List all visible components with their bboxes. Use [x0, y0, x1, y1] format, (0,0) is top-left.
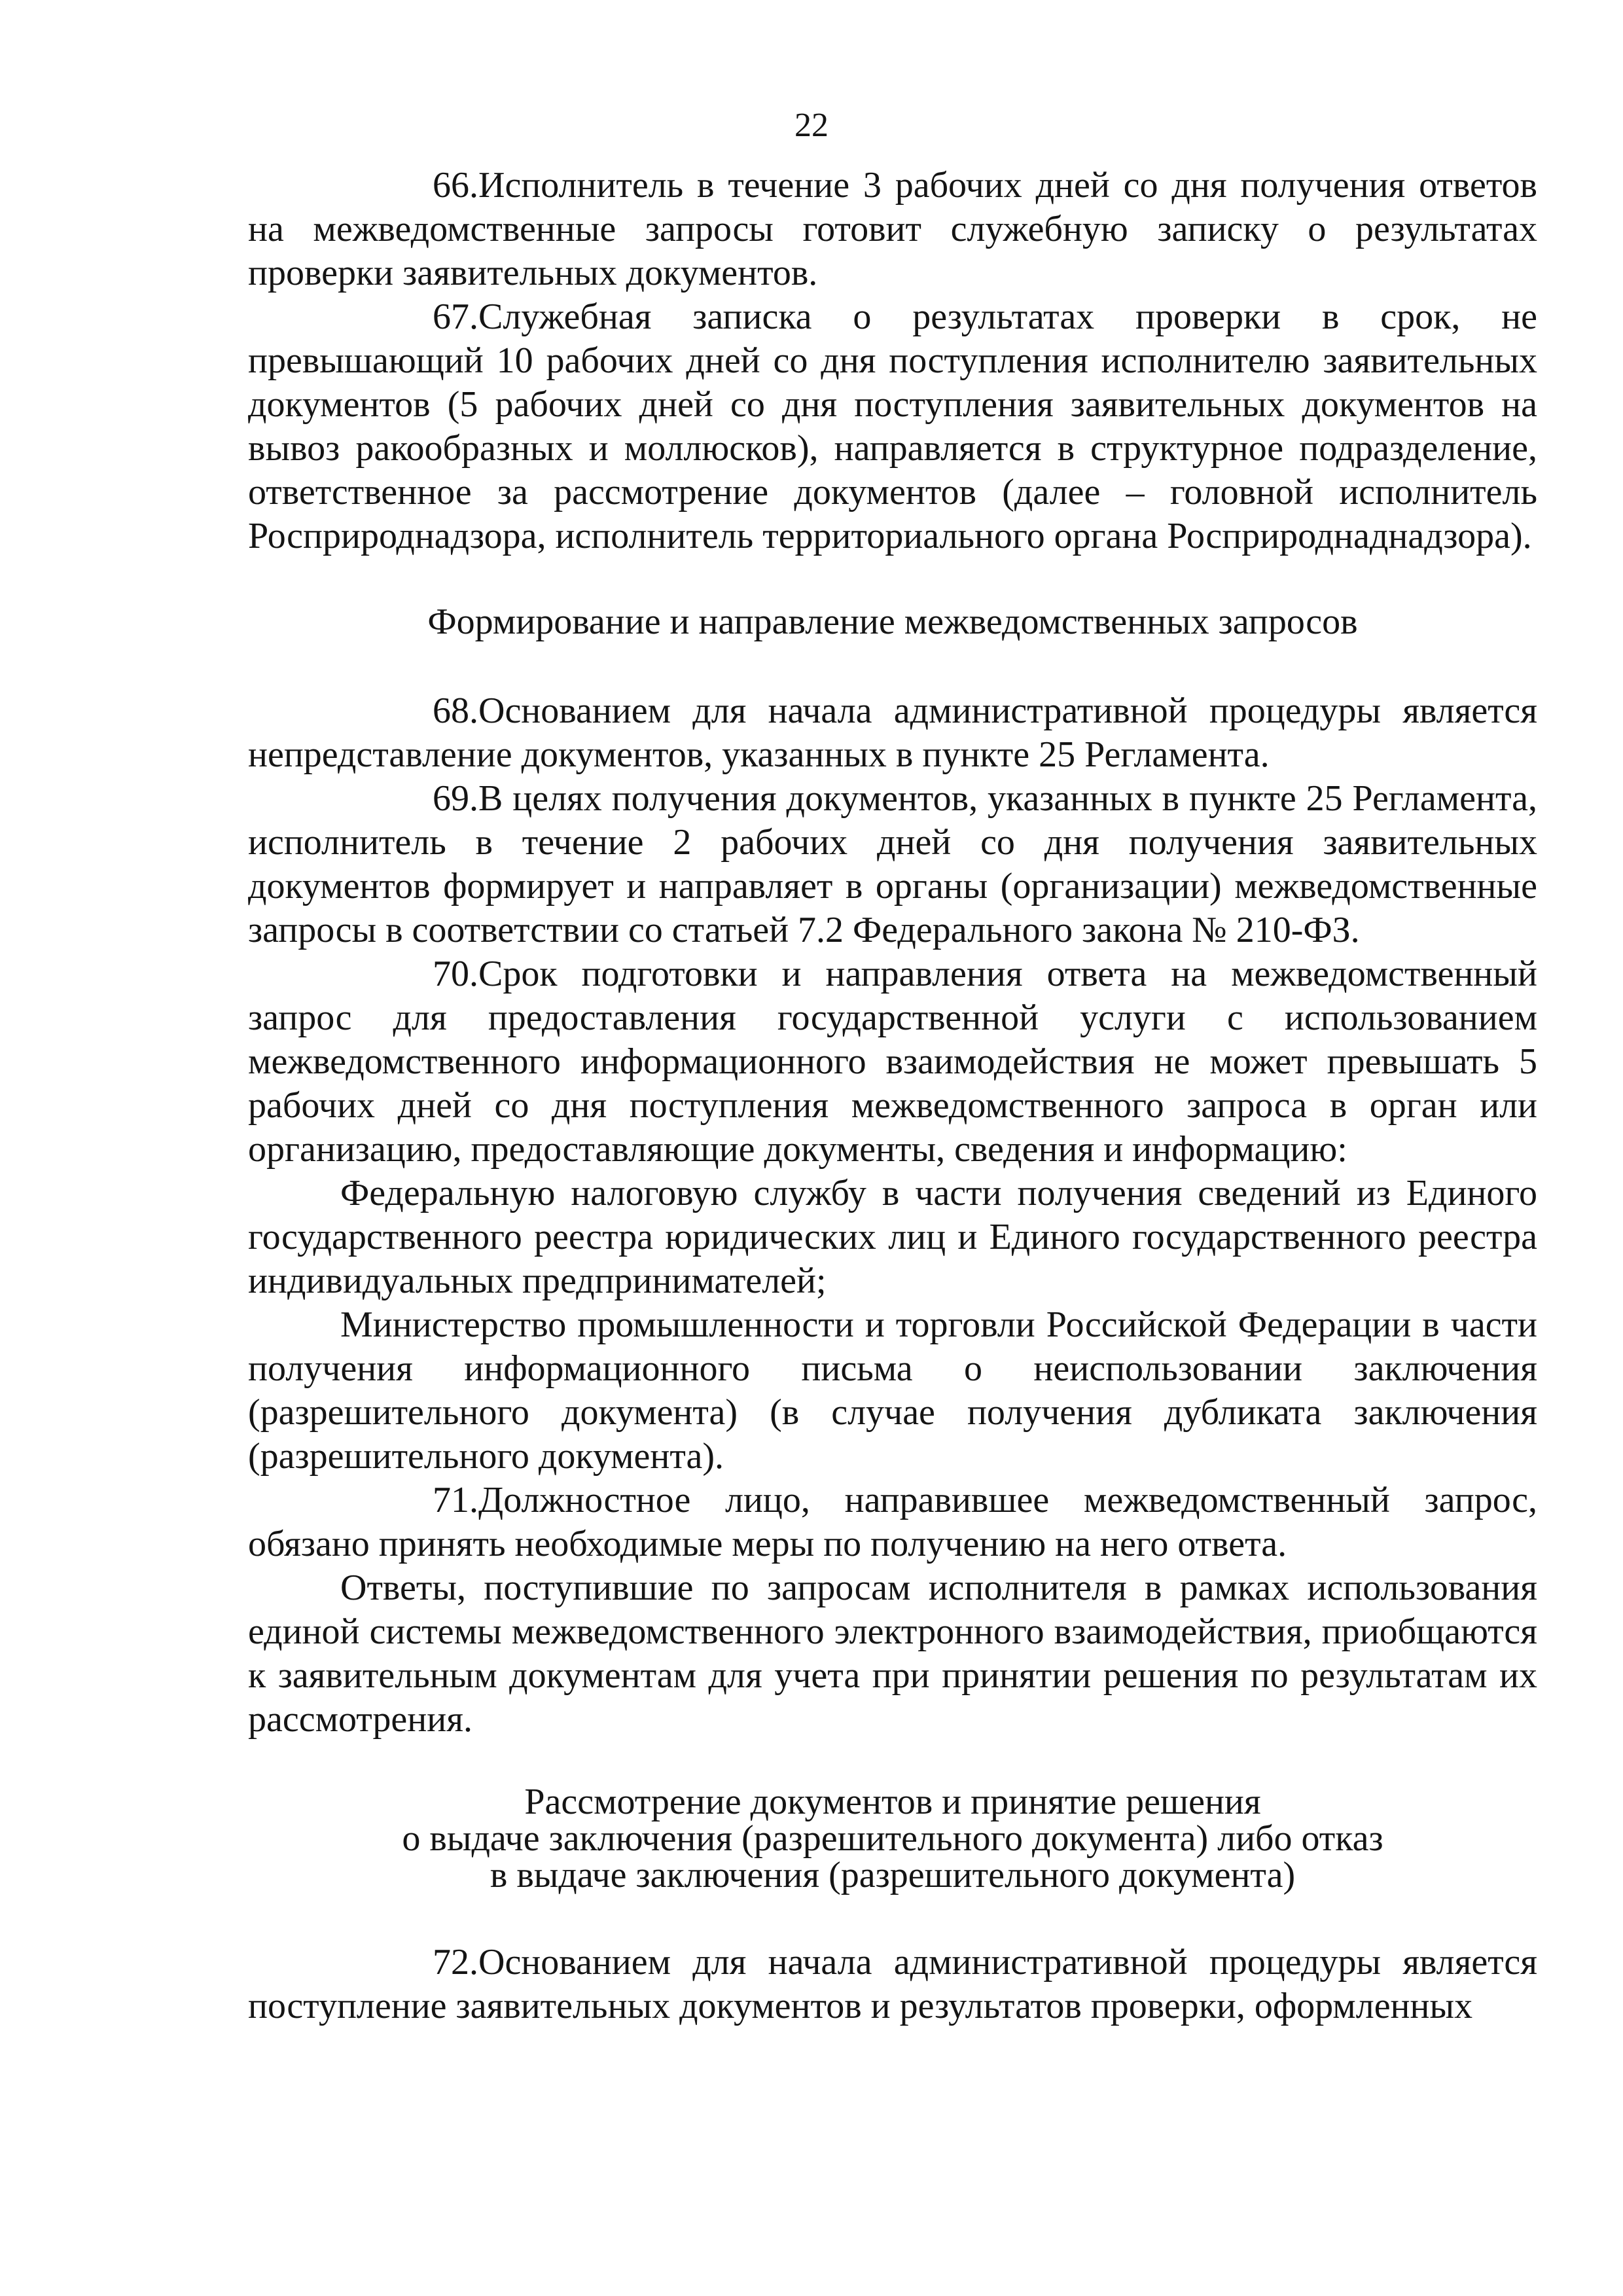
document-body	[248, 164, 1537, 2028]
paragraph-69	[248, 777, 1537, 952]
paragraph-67	[248, 295, 1537, 558]
heading-line: о выдаче заключения (разрешительного документа) либо отказ	[402, 1818, 1383, 1859]
paragraph-number: 67.	[433, 296, 478, 337]
heading-line: Рассмотрение документов и принятие решения	[524, 1782, 1261, 1822]
paragraph-text: Основанием для начала административной процедуры является непредставление документов, указанных в пункте 25 Регламента.	[248, 691, 1537, 775]
paragraph-72	[248, 1941, 1537, 2028]
paragraph-number: 66.	[433, 165, 478, 206]
paragraph-text: Служебная записка о результатах проверки в срок, не превышающий 10 рабочих дней со дня поступления исполнителю заявительных документов (5 рабочих дней со дня поступления заявительных документов на вывоз ракообразных и моллюсков), направляется в структурное подразделение, ответственное за рассмотрение документов (далее – головной исполнитель Росприроднадзора, исполнитель территориального органа Росприроднаднадзора).	[248, 296, 1537, 556]
paragraph-70-item-tax-service	[248, 1172, 1537, 1303]
paragraph-text: Срок подготовки и направления ответа на межведомственный запрос для предоставления государственной услуги с использованием межведомственного информационного взаимодействия не может превышать 5 рабочих дней со дня поступления межведомственного запроса в орган или организацию, предоставляющие документы, сведения и информацию:	[248, 954, 1537, 1170]
paragraph-71-answers	[248, 1566, 1537, 1742]
paragraph-70	[248, 952, 1537, 1172]
heading-line: в выдаче заключения (разрешительного документа)	[490, 1855, 1296, 1895]
paragraph-text: Основанием для начала административной процедуры является поступление заявительных документов и результатов проверки, оформленных	[248, 1942, 1537, 2026]
section-heading	[248, 1784, 1537, 1893]
paragraph-number: 71.	[433, 1480, 478, 1520]
paragraph-text: Федеральную налоговую службу в части получения сведений из Единого государственного реестра юридических лиц и Единого государственного реестра индивидуальных предпринимателей;	[248, 1173, 1537, 1301]
paragraph-66	[248, 164, 1537, 295]
paragraph-text: Министерство промышленности и торговли Российской Федерации в части получения информационного письма о неиспользовании заключения (разрешительного документа) (в случае получения дубликата заключения (разрешительного документа).	[248, 1304, 1537, 1477]
paragraph-71	[248, 1479, 1537, 1566]
paragraph-text: В целях получения документов, указанных в пункте 25 Регламента, исполнитель в течение 2 рабочих дней со дня получения заявительных документов формирует и направляет в органы (организации) межведомственные запросы в соответствии со статьей 7.2 Федерального закона № 210-ФЗ.	[248, 778, 1537, 950]
paragraph-70-item-ministry	[248, 1303, 1537, 1479]
section-heading	[248, 600, 1537, 644]
paragraph-text: Ответы, поступившие по запросам исполнителя в рамках использования единой системы межведомственного электронного взаимодействия, приобщаются к заявительным документам для учета при принятии решения по результатам их рассмотрения.	[248, 1568, 1537, 1740]
paragraph-68	[248, 689, 1537, 777]
heading-line: Формирование и направление межведомственных запросов	[427, 601, 1358, 642]
page-number: 22	[794, 107, 829, 144]
paragraph-text: Исполнитель в течение 3 рабочих дней со дня получения ответов на межведомственные запросы готовит служебную записку о результатах проверки заявительных документов.	[248, 165, 1537, 293]
paragraph-number: 69.	[433, 778, 478, 819]
paragraph-text: Должностное лицо, направившее межведомственный запрос, обязано принять необходимые меры по получению на него ответа.	[248, 1480, 1537, 1564]
paragraph-number: 72.	[433, 1942, 478, 1982]
paragraph-number: 70.	[433, 954, 478, 994]
paragraph-number: 68.	[433, 691, 478, 731]
